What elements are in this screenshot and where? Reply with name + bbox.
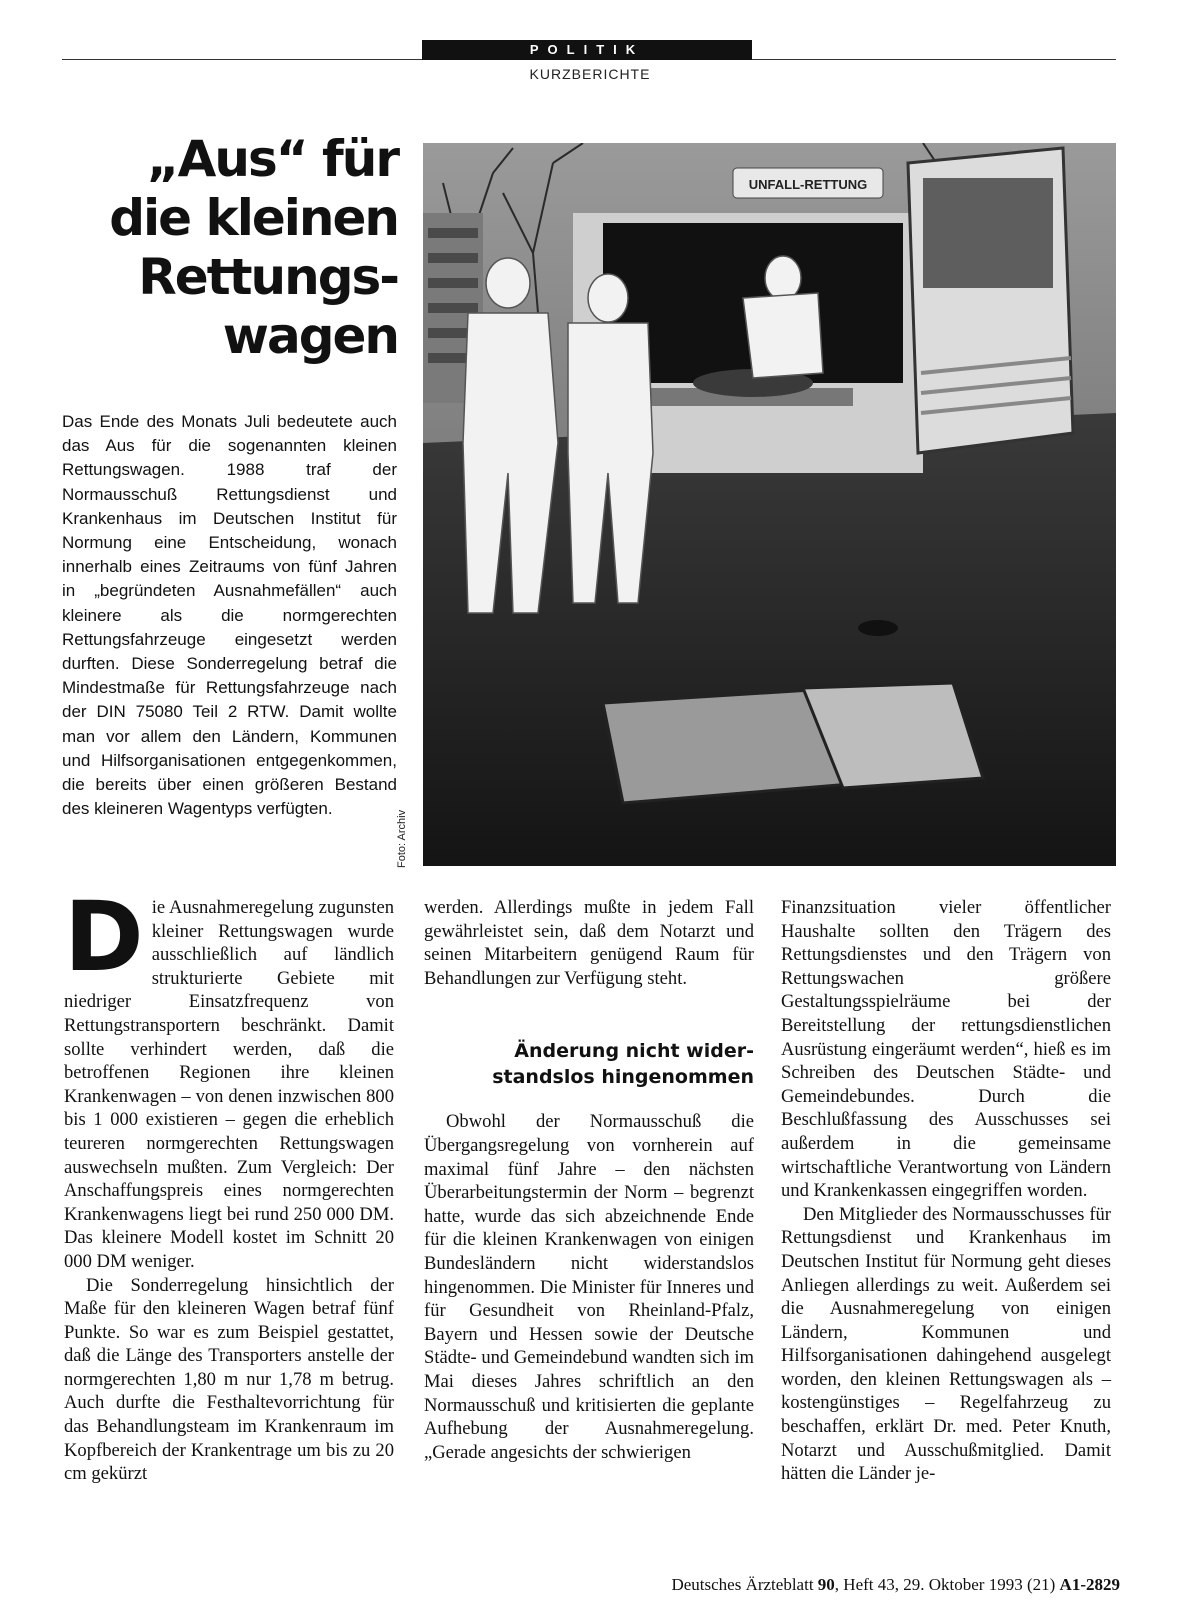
door-window xyxy=(923,178,1053,288)
headline-line-4: wagen xyxy=(222,307,398,365)
issue-date: , Heft 43, 29. Oktober 1993 (21) xyxy=(834,1575,1056,1594)
text-column-2 xyxy=(424,896,754,1464)
text-column-1 xyxy=(64,881,394,1486)
article-headline xyxy=(60,130,398,366)
paragraph: Den Mitglieder des Normausschusses für Rettungsdienst und Krankenhaus im Deutschen Institut für Normung geht dieses Anliegen allerdings zu weit. Außerdem sei die Ausnahmeregelung von einigen Ländern, Kommunen und Hilfsorganisationen dahingehend ausgelegt worden, den kleinen Rettungswagen als – kostengünstiges – Regelfahrzeug zu beschaffen, erklärt Dr. med. Peter Knuth, Notarzt und Ausschußmitglied. Damit hätten die Länder je- xyxy=(781,1203,1111,1485)
paragraph: Die Sonderregelung hinsichtlich der Maße für den kleineren Wagen betraf fünf Punkte. So war es zum Beispiel gestattet, daß die Länge des Transporters anstelle der normgerechten 1,80 m nur 1,78 m betrug. Auch durfte die Festhaltevorrichtung für das Behandlungsteam im Krankenraum im Kopfbereich der Krankentrage um bis zu 20 cm gekürzt xyxy=(64,1274,394,1485)
section-subheading xyxy=(424,1038,754,1090)
photo-credit: Foto: Archiv xyxy=(396,809,408,868)
paragraph: ie Ausnahmeregelung zugunsten kleiner Rettungswagen wurde ausschließlich auf ländlich strukturierte Gebiete mit niedriger Einsatzfrequenz von Rettungstransportern beschränkt. Damit sollte verhindert werden, daß die betroffenen Regionen ihre kleinen Krankenwagen – von denen inzwischen 800 bis 1 000 existieren – gegen die erheblich teureren normgerechten Rettungswagen auswechseln mußten. Zum Vergleich: Der Anschaffungspreis eines normgerechten Krankenwagens liegt bei rund 250 000 DM. Das kleinere Modell kostet im Schnitt 20 000 DM weniger. xyxy=(64,897,394,1272)
drop-cap: D xyxy=(64,881,144,993)
journal-name: Deutsches Ärzteblatt xyxy=(671,1575,814,1594)
ambulance-sign-text: UNFALL-RETTUNG xyxy=(748,177,868,192)
page-footer xyxy=(540,1575,1120,1595)
headline-line-3: Rettungs- xyxy=(138,248,398,306)
page-number: A1-2829 xyxy=(1059,1575,1120,1594)
headline-line-1: „Aus“ für xyxy=(146,130,398,188)
paragraph: werden. Allerdings mußte in jedem Fall gewährleistet sein, daß dem Notarzt und seinen Mitarbeitern genügend Raum für Behandlungen zur Verfügung steht. xyxy=(424,897,754,989)
ambulance-photo-illustration xyxy=(423,143,1116,866)
subheading-line-1: Änderung nicht wider- xyxy=(514,1040,754,1063)
subsection-label: KURZBERICHTE xyxy=(529,66,651,82)
subheading-line-2: standslos hingenommen xyxy=(492,1066,754,1089)
headline-line-2: die kleinen xyxy=(109,189,398,247)
volume-number: 90 xyxy=(817,1575,835,1594)
lead-paragraph: Das Ende des Monats Juli bedeutete auch das Aus für die sogenannten kleinen Rettungswagen. 1988 traf der Normausschuß Rettungsdienst und Krankenhaus im Deutschen Institut für Normung eine Entscheidung, wonach innerhalb eines Zeitraums von fünf Jahren in „begründeten Ausnahmefällen“ auch kleinere als die normgerechten Rettungsfahrzeuge eingesetzt werden durften. Diese Sonderregelung betraf die Mindestmaße für Rettungsfahrzeuge nach der DIN 75080 Teil 2 RTW. Damit wollte man vor allem den Ländern, Kommunen und Hilfsorganisationen entgegenkommen, die bereits über einen größeren Bestand des kleineren Wagentyps verfügten. xyxy=(62,412,397,819)
ambulance-photo xyxy=(423,143,1116,866)
section-label: POLITIK xyxy=(422,40,752,60)
shoe-on-road xyxy=(858,620,898,636)
text-column-3 xyxy=(781,896,1111,1486)
paragraph: Obwohl der Normausschuß die Übergangsregelung von vornherein auf maximal fünf Jahre – den nächsten Überarbeitungstermin der Norm – begrenzt hatte, wurde das sich abzeichnende Ende für die kleinen Krankenwagen von einigen Bundesländern nicht widerstandslos hingenommen. Die Minister für Inneres und für Gesundheit von Rheinland-Pfalz, Bayern und Hessen sowie der Deutsche Städte- und Gemeindebund wandten sich im Mai dieses Jahres schriftlich an den Normausschuß und kritisierten die geplante Aufhebung der Ausnahmeregelung. „Gerade angesichts der schwierigen xyxy=(424,1111,754,1463)
paragraph: Finanzsituation vieler öffentlicher Haushalte sollten den Trägern des Rettungsdienstes und den Trägern von Rettungswachen größere Gestaltungsspielräume bei der Bereitstellung der rettungsdienstlichen Ausrüstung eingeräumt werden“, hieß es im Schreiben des Deutschen Städte- und Gemeindebundes. Durch die Beschlußfassung des Ausschusses sei außerdem in die gemeinsame wirtschaftliche Verantwortung von Ländern und Krankenkassen eingegriffen worden. xyxy=(781,897,1111,1202)
